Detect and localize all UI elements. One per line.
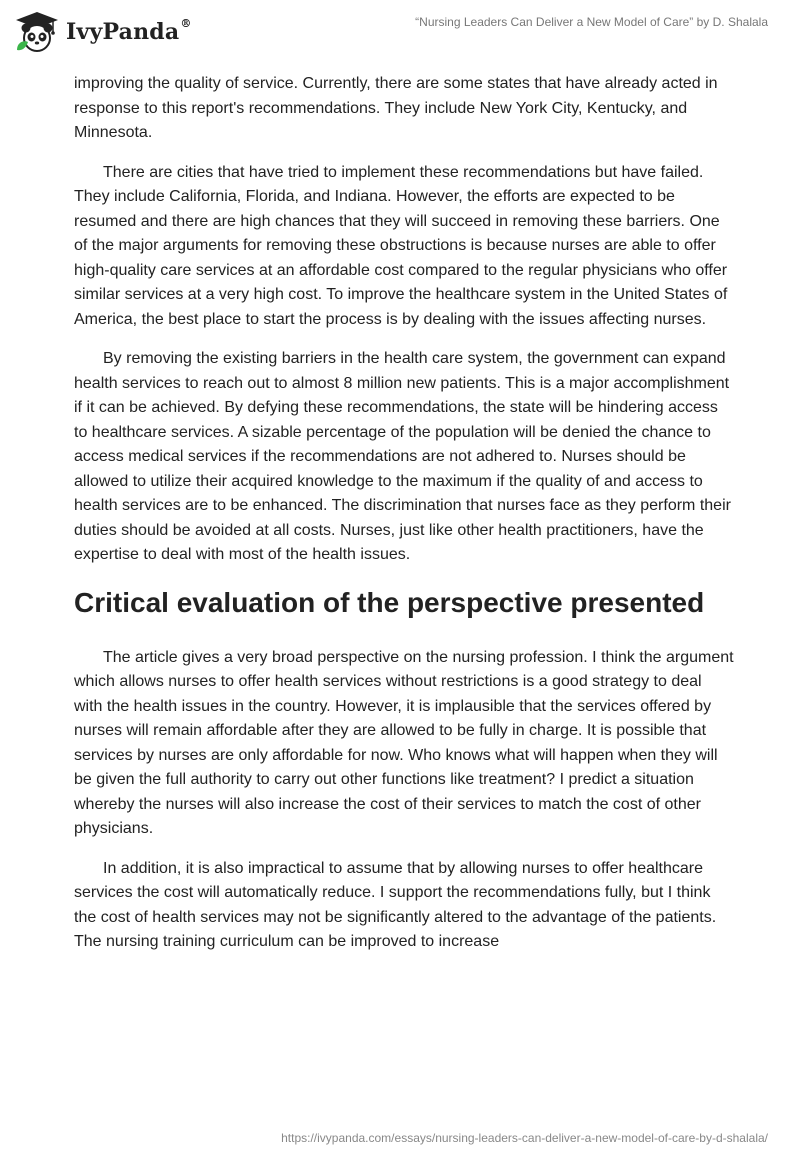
section-heading: Critical evaluation of the perspective presented (74, 586, 705, 618)
paragraph: By removing the existing barriers in the health care system, the government can expand health services to reach out to almost 8 million new patients. This is a major accomplishment if it can be achieved. By defying these recommendations, the state will be hindering access to healthcare services. A sizable percentage of the population will be denied the chance to access medical services if the recommendations are not adhered to. Nurses should be allowed to utilize their acquired knowledge to the maximum if the quality of and access to health services are to be enhanced. The discrimination that nurses face as they perform their duties should be avoided at all costs. Nurses, just like other health practitioners, have the expertise to deal with most of the health issues. (74, 350, 731, 563)
document-title: “Nursing Leaders Can Deliver a New Model of Care” by D. Shalala (415, 15, 768, 29)
paragraph: There are cities that have tried to implement these recommendations but have failed. They include California, Florida, and Indiana. However, the efforts are expected to be resumed and there are high chances that they will succeed in removing these barriers. One of the major arguments for removing these obstructions is because nurses are able to offer high-quality care services at an affordable cost compared to the regular physicians who offer similar services at a very high cost. To improve the healthcare system in the United States of America, the best place to start the process is by dealing with the issues affecting nurses. (74, 163, 728, 328)
source-url[interactable]: https://ivypanda.com/essays/nursing-leaders-can-deliver-a-new-model-of-care-by-d-shalala/ (281, 1131, 768, 1145)
essay-content (74, 72, 734, 970)
panda-graduation-cap-icon (14, 10, 60, 54)
registered-mark: ® (180, 17, 192, 30)
brand-name: IvyPanda® (66, 17, 192, 45)
page-header (0, 0, 800, 70)
paragraph: The article gives a very broad perspective on the nursing profession. I think the argument which allows nurses to offer health services without restrictions is a good strategy to deal with the health issues in the country. However, it is implausible that the services offered by nurses will remain affordable after they are allowed to be fully in charge. It is possible that services by nurses are only affordable for now. Who knows what will happen when they will be given the full authority to carry out other functions like treatment? I predict a situation whereby the nurses will also increase the cost of their services to match the cost of other physicians. (74, 648, 734, 837)
paragraph-continued: improving the quality of service. Currently, there are some states that have already acted in response to this report's recommendations. They include New York City, Kentucky, and Minnesota. (74, 75, 718, 141)
ivypanda-logo[interactable] (14, 10, 192, 54)
paragraph: In addition, it is also impractical to assume that by allowing nurses to offer healthcare services the cost will automatically reduce. I support the recommendations fully, but I think the cost of health services may not be significantly altered to the advantage of the patients. The nursing training curriculum can be improved to increase (74, 859, 717, 950)
